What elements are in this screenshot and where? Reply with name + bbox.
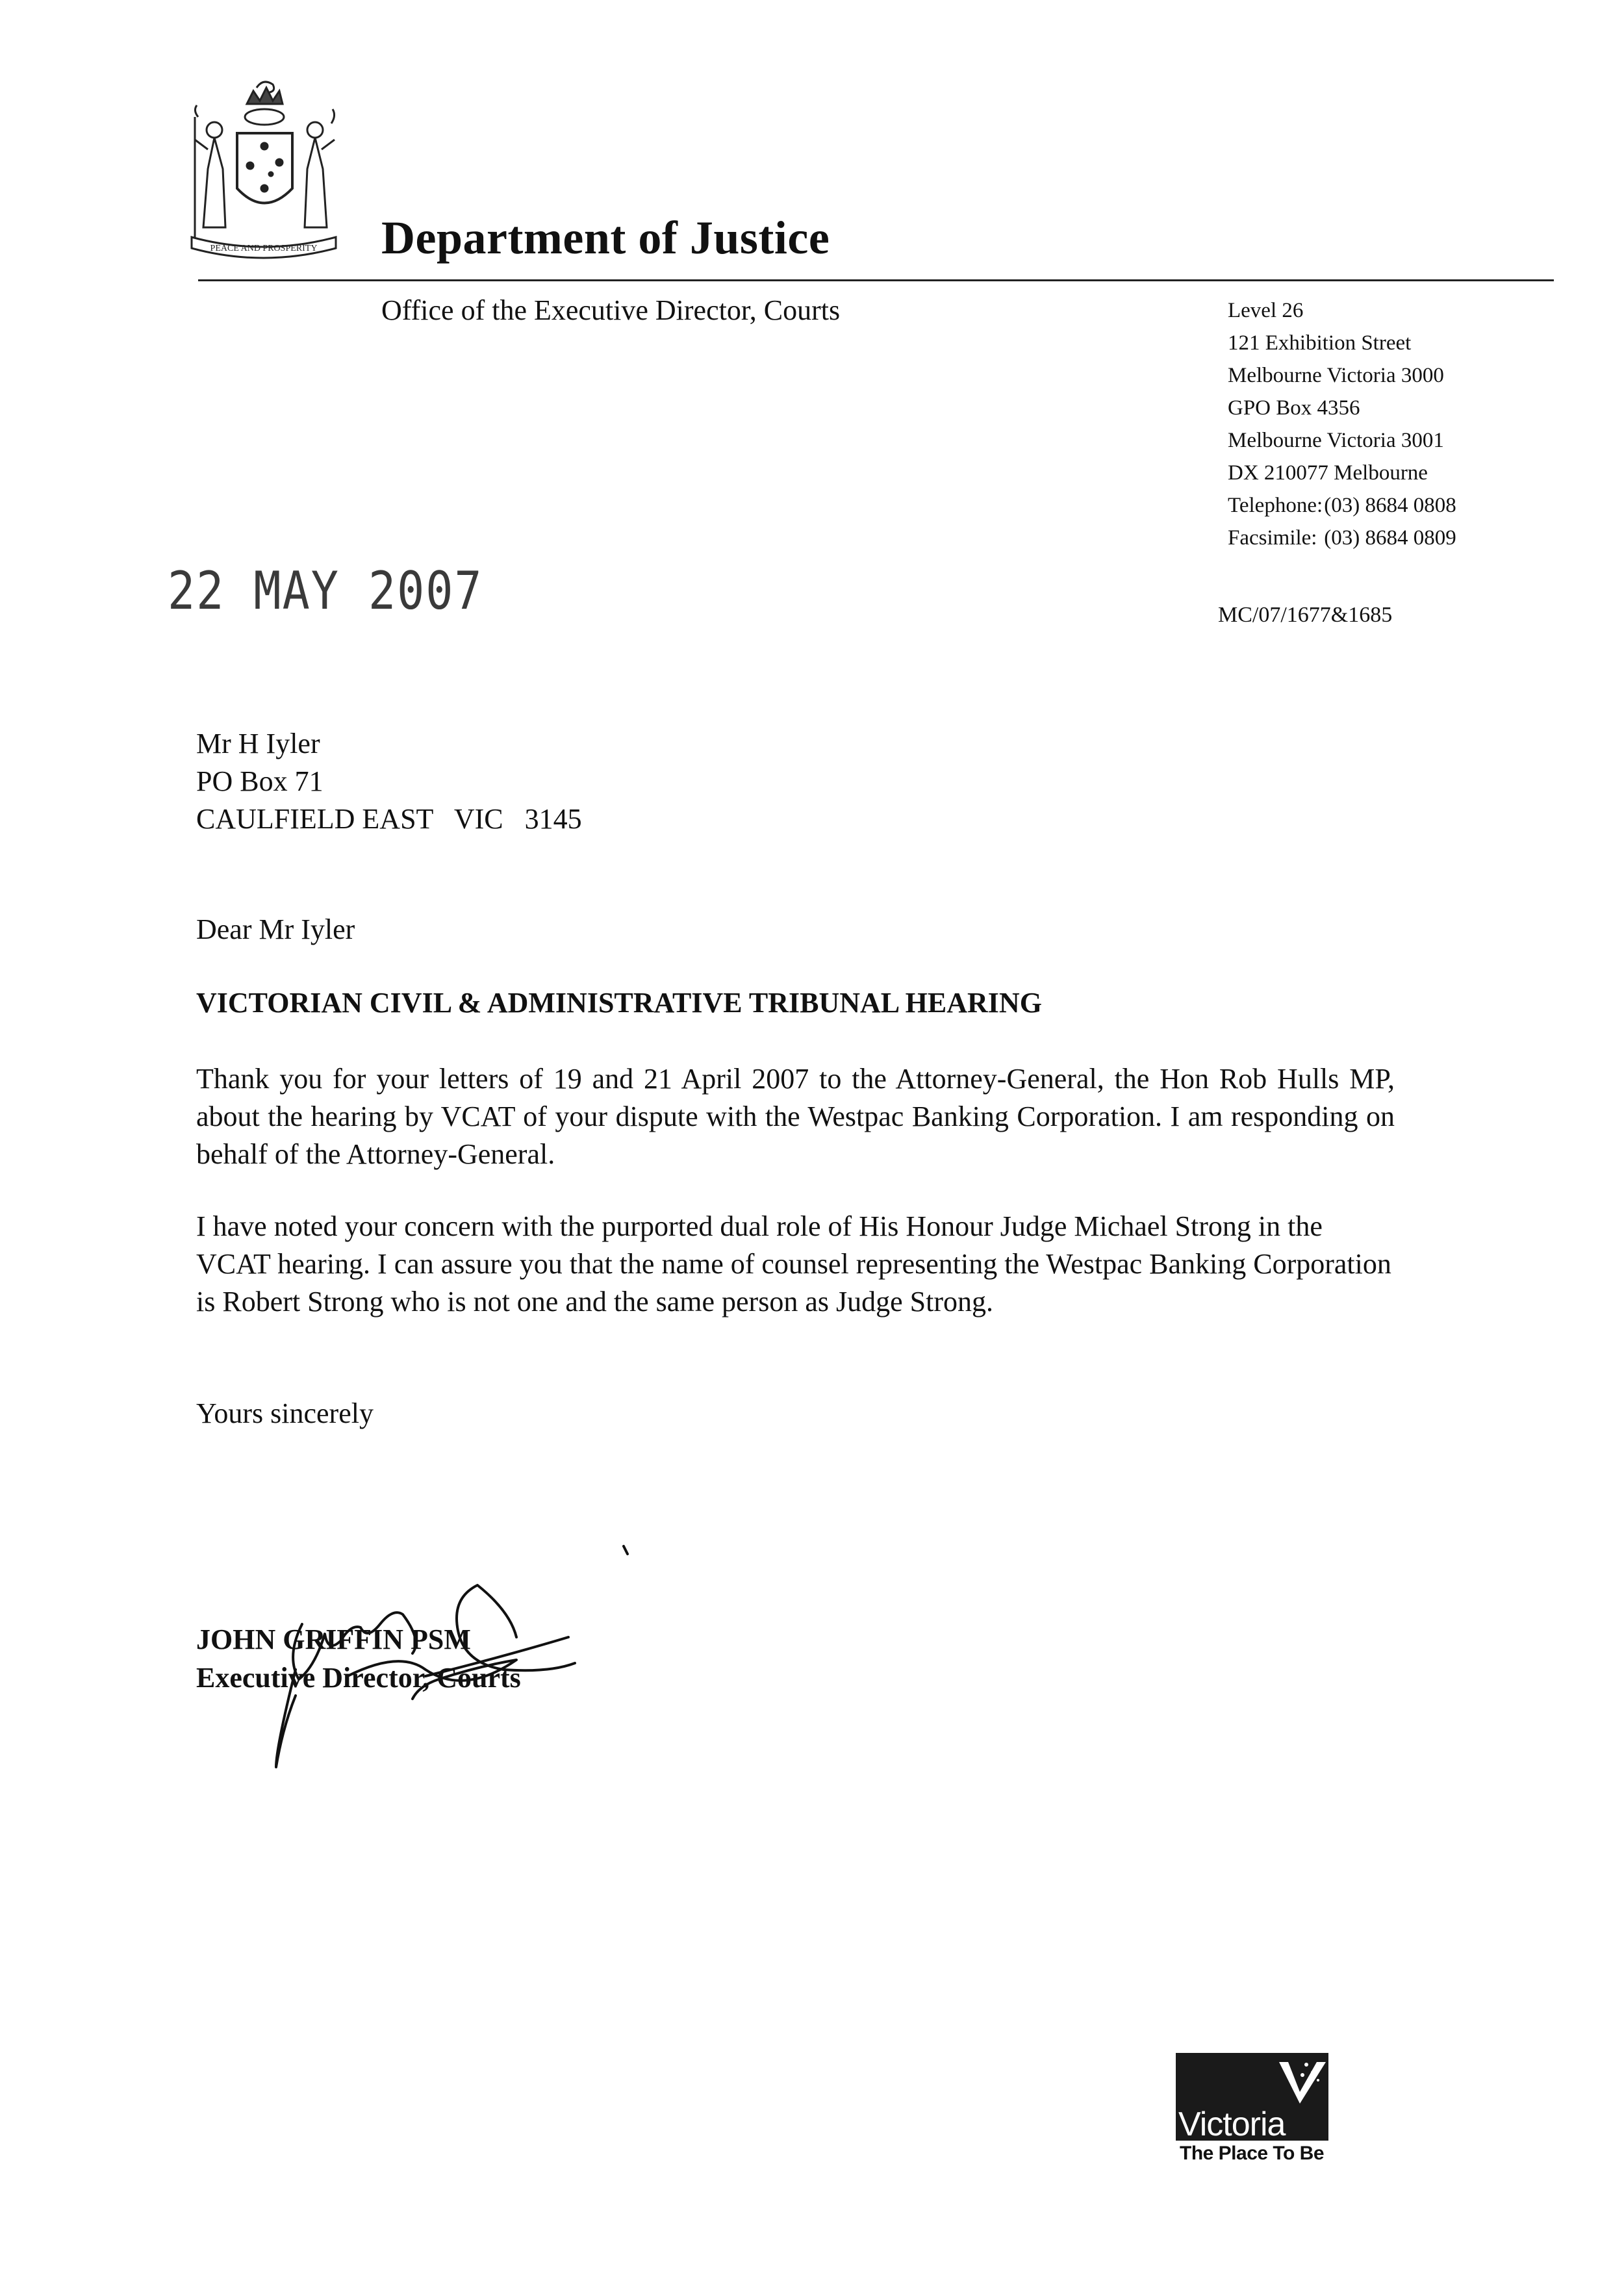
date-stamp: 22 MAY 2007 — [168, 560, 483, 622]
address-line: DX 210077 Melbourne — [1228, 461, 1428, 485]
victoria-logo-tagline: The Place To Be — [1180, 2143, 1325, 2164]
facsimile-label: Facsimile: — [1228, 526, 1317, 550]
reference-number: MC/07/1677&1685 — [1218, 603, 1393, 627]
address-line: 121 Exhibition Street — [1228, 331, 1412, 355]
recipient-name: Mr H Iyler — [196, 728, 320, 759]
victoria-logo-word: Victoria — [1178, 2106, 1286, 2143]
signatory-name: JOHN GRIFFIN PSM — [196, 1623, 471, 1655]
telephone-line — [1228, 489, 1456, 522]
handwritten-signature — [257, 1520, 646, 1774]
telephone-label: Telephone: — [1228, 494, 1323, 517]
salutation: Dear Mr Iyler — [196, 913, 355, 945]
subject-heading: VICTORIAN CIVIL & ADMINISTRATIVE TRIBUNAL HEARING — [196, 987, 1042, 1019]
signatory-title: Executive Director, Courts — [196, 1662, 521, 1694]
office-name: Office of the Executive Director, Courts — [381, 294, 841, 326]
closing: Yours sincerely — [196, 1397, 374, 1429]
recipient-box: PO Box 71 — [196, 765, 324, 797]
sender-address — [1228, 294, 1456, 554]
facsimile-number: (03) 8684 0809 — [1324, 526, 1456, 550]
body-paragraph: I have noted your concern with the purported dual role of His Honour Judge Michael Strong in the VCAT hearing. I can assure you that the name of counsel representing the Westpac Banking Corporation is Robert Strong who is not one and the same person as Judge Strong. — [196, 1210, 1391, 1318]
coat-of-arms-icon — [185, 78, 341, 266]
victoria-logo — [1176, 2053, 1328, 2163]
body-paragraph: Thank you for your letters of 19 and 21 April 2007 to the Attorney-General, the Hon Rob Hulls MP, about the hearing by VCAT of your dispute with the Westpac Banking Corporation. I am responding on behalf of the Attorney-General. — [196, 1063, 1395, 1170]
department-title: Department of Justice — [381, 212, 830, 264]
address-line: Melbourne Victoria 3001 — [1228, 429, 1444, 452]
crest-motto: PEACE AND PROSPERITY — [210, 244, 318, 253]
recipient-address — [196, 725, 582, 838]
recipient-locality: CAULFIELD EAST VIC 3145 — [196, 803, 582, 835]
telephone-number: (03) 8684 0808 — [1324, 494, 1456, 517]
victoria-star-mark-icon — [1276, 2058, 1328, 2105]
address-line: Level 26 — [1228, 299, 1304, 322]
facsimile-line — [1228, 522, 1456, 554]
header-divider — [198, 279, 1554, 281]
address-line: GPO Box 4356 — [1228, 396, 1360, 420]
address-line: Melbourne Victoria 3000 — [1228, 364, 1444, 387]
